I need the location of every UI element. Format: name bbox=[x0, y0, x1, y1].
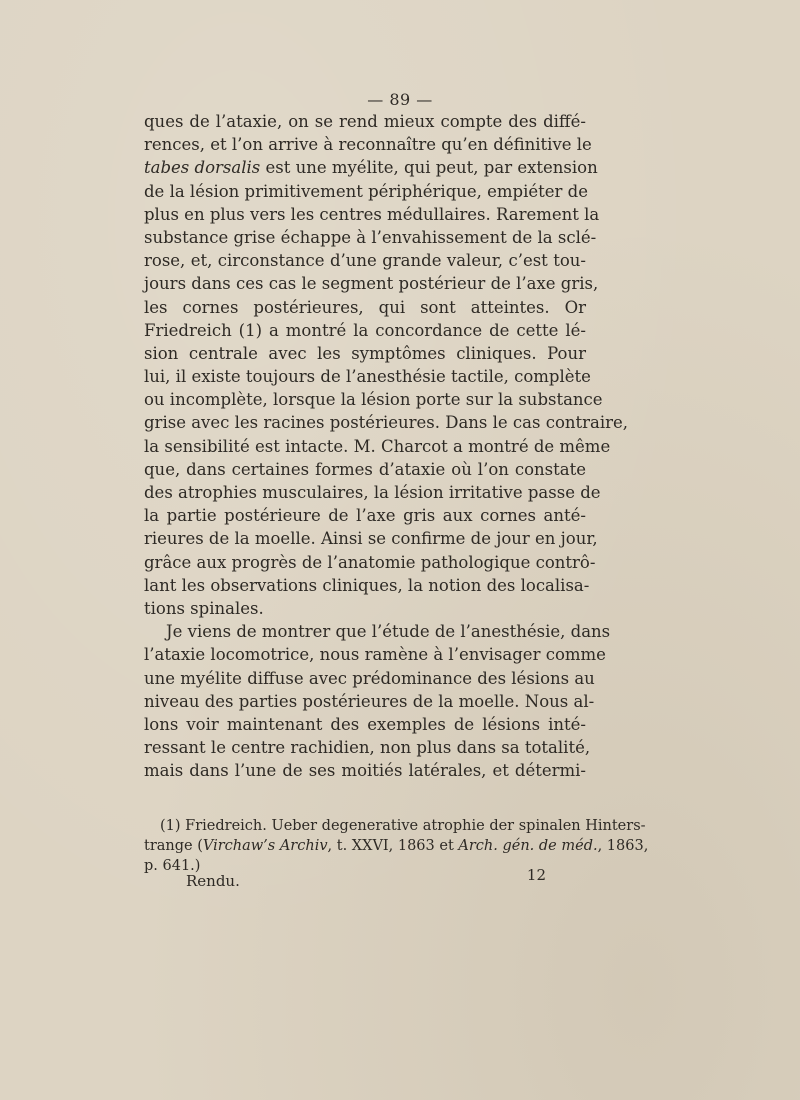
page-number: — 89 — bbox=[367, 90, 433, 109]
text-line: substance grise échappe à l’envahissement de la sclé- bbox=[144, 227, 597, 247]
printer-signature: Rendu. bbox=[186, 872, 240, 890]
text-line: grise avec les racines postérieures. Dans le cas contraire, bbox=[144, 413, 629, 433]
italic-text: tabes dorsalis bbox=[144, 158, 261, 178]
text-line: la sensibilité est intacte. M. Charcot a montré de même bbox=[144, 436, 611, 456]
text-line: rose, et, circonstance d’une grande valeur, c’est tou- bbox=[144, 251, 586, 271]
text-line: rences, et l’on arrive à reconnaître qu’en définitive le bbox=[144, 135, 592, 155]
text-line: que, dans certaines formes d’ataxie où l’on constate bbox=[144, 459, 586, 479]
text-line: la partie postérieure de l’axe gris aux cornes anté- bbox=[144, 506, 586, 526]
text-line: de la lésion primitivement périphérique, empiéter de bbox=[144, 181, 589, 201]
footnote-line: (1) Friedreich. Ueber degenerative atrophie der spinalen Hinters- bbox=[160, 818, 646, 834]
text-line: ques de l’ataxie, on se rend mieux compte des diffé- bbox=[144, 112, 586, 131]
italic-text: Arch. gén. de méd. bbox=[458, 838, 598, 854]
text-line: sion centrale avec les symptômes cliniques. Pour bbox=[144, 343, 586, 363]
text-line: lant les observations cliniques, la notion des localisa- bbox=[144, 575, 590, 595]
text-line: les cornes postérieures, qui sont atteintes. Or bbox=[144, 297, 586, 317]
text-line: lons voir maintenant des exemples de lésions inté- bbox=[144, 714, 586, 734]
text-line: grâce aux progrès de l’anatomie pathologique contrô- bbox=[144, 552, 596, 572]
text-line: niveau des parties postérieures de la moelle. Nous al- bbox=[144, 691, 595, 711]
text-line: tabes dorsalis est une myélite, qui peut, par extension bbox=[144, 158, 598, 178]
text-line: tions spinales. bbox=[144, 598, 264, 618]
text-line: Friedreich (1) a montré la concordance de cette lé- bbox=[144, 320, 586, 340]
text-line: lui, il existe toujours de l’anesthésie tactile, complète bbox=[144, 367, 591, 387]
text-line: l’ataxie locomotrice, nous ramène à l’envisager comme bbox=[144, 645, 606, 665]
italic-text: Virchaw’s Archiv bbox=[202, 838, 328, 854]
footnote-line: trange (Virchaw’s Archiv, t. XXVI, 1863 et Arch. gén. de méd., 1863, bbox=[144, 838, 649, 854]
text-line: une myélite diffuse avec prédominance des lésions au bbox=[144, 668, 595, 688]
footnote-line: p. 641.) bbox=[144, 858, 201, 874]
text-line: plus en plus vers les centres médullaires. Rarement la bbox=[144, 204, 600, 224]
text-line: mais dans l’une de ses moitiés latérales, et détermi- bbox=[144, 761, 586, 781]
body-text bbox=[144, 110, 629, 782]
text-line: des atrophies musculaires, la lésion irritative passe de bbox=[144, 483, 601, 502]
text-line: ressant le centre rachidien, non plus dans sa totalité, bbox=[144, 738, 591, 758]
text-line: jours dans ces cas le segment postérieur de l’axe gris, bbox=[144, 274, 599, 294]
page-footer bbox=[186, 866, 546, 890]
text-line: rieures de la moelle. Ainsi se confirme de jour en jour, bbox=[144, 529, 598, 549]
text-line: Je viens de montrer que l’étude de l’anesthésie, dans bbox=[166, 622, 611, 642]
text-line: ou incomplète, lorsque la lésion porte sur la substance bbox=[144, 390, 603, 410]
sheet-number: 12 bbox=[526, 866, 546, 884]
